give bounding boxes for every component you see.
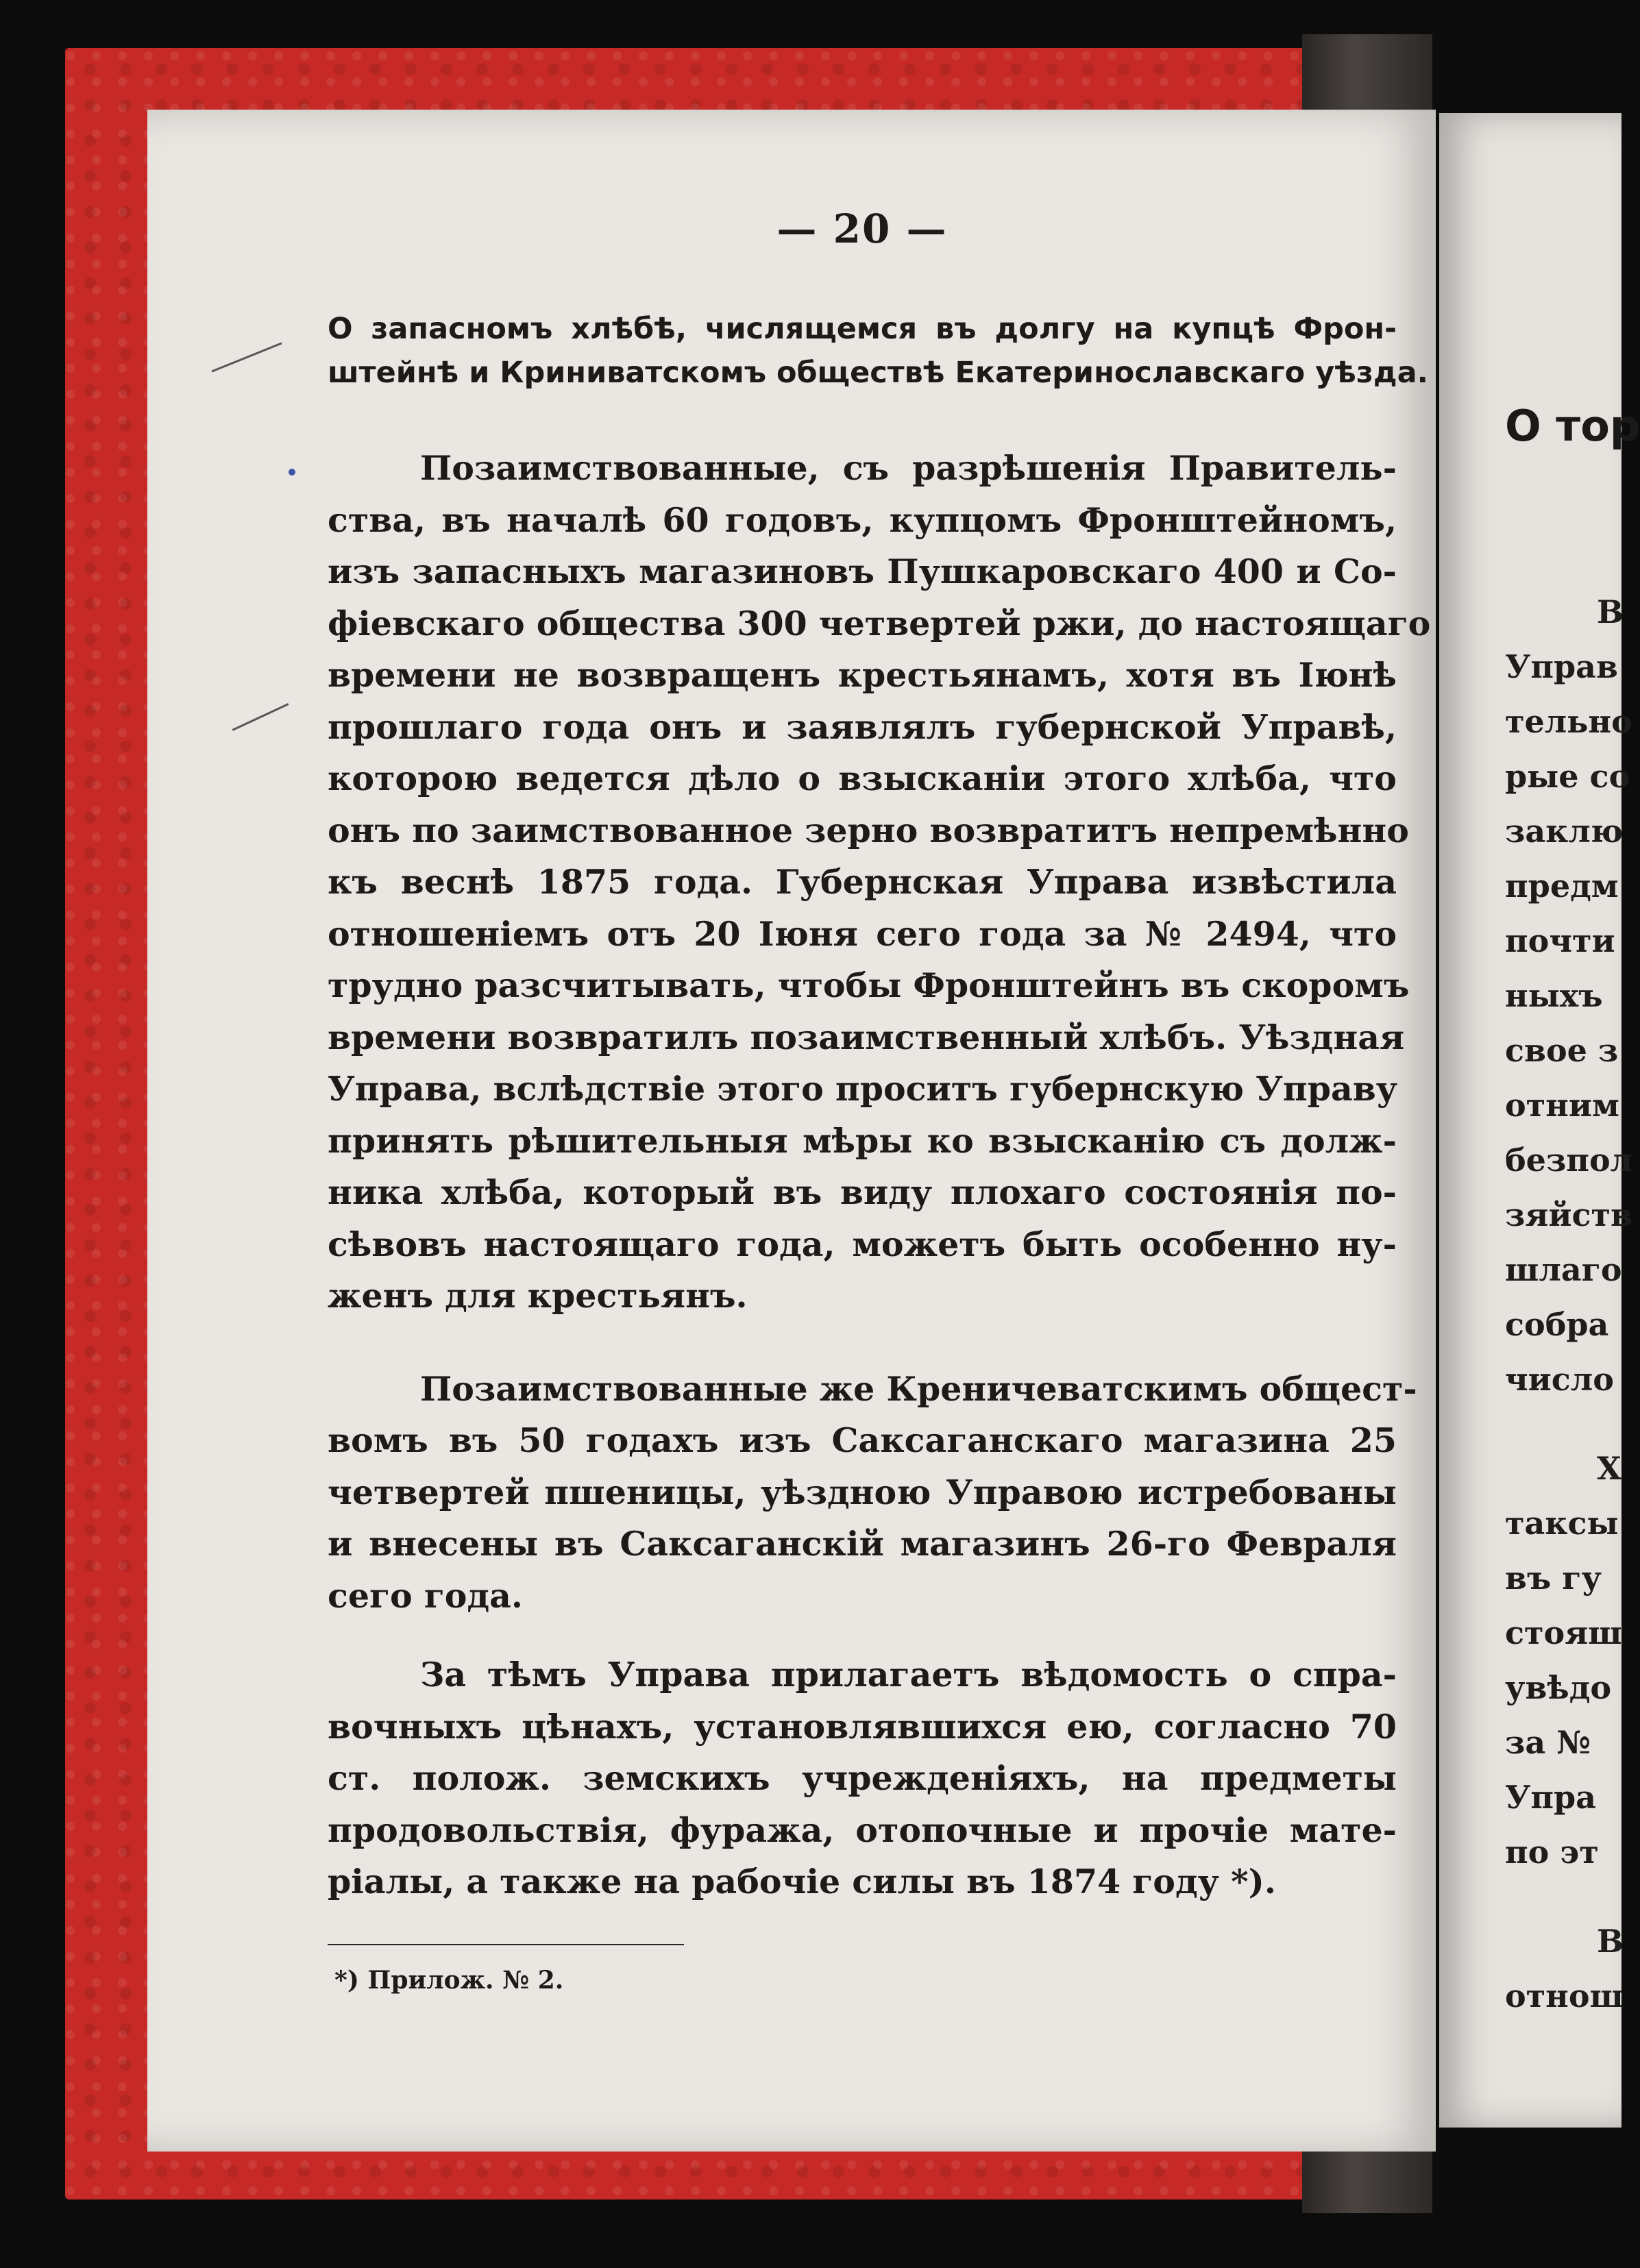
heading-line: штейнѣ и Криниватскомъ обществѣ Екатеринославскаго уѣзда. — [328, 356, 1428, 390]
right-page-line: ныхъ — [1505, 977, 1603, 1014]
text-line: сего года. — [328, 1575, 523, 1616]
paragraph-2 — [328, 1364, 1417, 1623]
right-page-line: В — [1597, 1923, 1624, 1960]
text-line: ріалы, а также на рабочіе силы въ 1874 году *). — [328, 1862, 1276, 1901]
right-page-heading: О тор — [1505, 401, 1640, 451]
text-line: и внесены въ Саксаганскій магазинъ 26-го Февраля — [328, 1524, 1397, 1564]
right-page-line: предм — [1505, 867, 1619, 904]
right-page-line: шлаго — [1505, 1251, 1622, 1288]
text-line: Позаимствованные, съ разрѣшенія Правитель- — [420, 448, 1397, 488]
text-line: сѣвовъ настоящаго года, можетъ быть особенно ну- — [328, 1224, 1397, 1264]
right-page-line: отнош — [1505, 1977, 1624, 2014]
text-line: Управа, вслѣдствіе этого проситъ губернскую Управу — [328, 1069, 1398, 1109]
right-page-line: рые со — [1505, 758, 1630, 795]
right-page-line: Упра — [1505, 1779, 1596, 1816]
right-page-line: заклю — [1505, 813, 1623, 850]
right-page-line: тельно — [1505, 703, 1632, 740]
right-page-line: свое з — [1505, 1032, 1619, 1069]
right-page — [1439, 113, 1640, 2128]
text-line: продовольствія, фуража, отопочные и прочіе мате- — [328, 1810, 1397, 1850]
right-page-line: таксы — [1505, 1505, 1619, 1542]
paragraph-3 — [328, 1649, 1397, 1908]
right-page-line: почти — [1505, 922, 1615, 959]
heading-line: О запасномъ хлѣбѣ, числящемся въ долгу на купцѣ Фрон- — [328, 312, 1397, 346]
right-page-line: собра — [1505, 1306, 1609, 1343]
right-page-line: В — [1597, 593, 1624, 630]
right-page-line: отним — [1505, 1087, 1619, 1124]
right-page-line: увѣдо — [1505, 1669, 1612, 1706]
page-content — [328, 206, 1431, 1995]
text-line: вомъ въ 50 годахъ изъ Саксаганскаго магазина 25 — [328, 1420, 1397, 1460]
section-heading — [328, 307, 1428, 395]
right-page-line: зяйств — [1505, 1196, 1632, 1233]
text-line: онъ по заимствованное зерно возвратитъ непремѣнно — [328, 810, 1409, 850]
text-line: которою ведется дѣло о взысканіи этого хлѣба, что — [328, 759, 1397, 798]
text-line: изъ запасныхъ магазиновъ Пушкаровскаго 400 и Со- — [328, 552, 1397, 591]
right-page-line: за № — [1505, 1724, 1591, 1761]
text-line: принять рѣшительныя мѣры ко взысканію съ долж- — [328, 1120, 1397, 1161]
text-line: времени не возвращенъ крестьянамъ, хотя въ Іюнѣ — [328, 655, 1397, 695]
page-number: — 20 — — [776, 206, 948, 252]
footnote-rule — [328, 1944, 684, 1945]
right-page-line: стояш — [1505, 1614, 1622, 1651]
right-page-line: число — [1505, 1361, 1614, 1398]
right-page-line: безпол — [1505, 1142, 1633, 1179]
paragraph-1 — [328, 443, 1431, 1322]
text-line: Позаимствованные же Креничеватскимъ общест- — [420, 1368, 1417, 1409]
text-line: ника хлѣба, который въ виду плохаго состоянія по- — [328, 1172, 1397, 1212]
text-line: ст. полож. земскихъ учрежденіяхъ, на предметы — [328, 1758, 1397, 1798]
text-line: къ веснѣ 1875 года. Губернская Управа извѣстила — [328, 862, 1397, 902]
right-page-line: Х — [1597, 1450, 1621, 1487]
ink-dot — [289, 469, 295, 476]
text-line: четвертей пшеницы, уѣздною Управою истребованы — [328, 1472, 1397, 1512]
text-line: отношеніемъ отъ 20 Іюня сего года за № 2494, что — [328, 913, 1397, 954]
text-line: трудно разсчитывать, чтобы Фронштейнъ въ скоромъ — [328, 965, 1410, 1005]
text-line: прошлаго года онъ и заявлялъ губернской Управѣ, — [328, 706, 1397, 747]
text-line: За тѣмъ Управа прилагаетъ вѣдомость о спра- — [420, 1655, 1397, 1694]
text-line: женъ для крестьянъ. — [328, 1276, 748, 1316]
text-line: вочныхъ цѣнахъ, установлявшихся ею, согласно 70 — [328, 1706, 1397, 1747]
footnote: *) Прилож. № 2. — [334, 1965, 564, 1995]
right-page-line: по эт — [1505, 1834, 1599, 1871]
text-line: ства, въ началѣ 60 годовъ, купцомъ Фронштейномъ, — [328, 500, 1397, 540]
right-page-line: Управ — [1505, 648, 1618, 685]
text-line: фіевскаго общества 300 четвертей ржи, до настоящаго — [328, 603, 1431, 643]
text-line: времени возвратилъ позаимственный хлѣбъ. Уѣздная — [328, 1017, 1405, 1057]
right-page-line: въ гу — [1505, 1560, 1602, 1597]
